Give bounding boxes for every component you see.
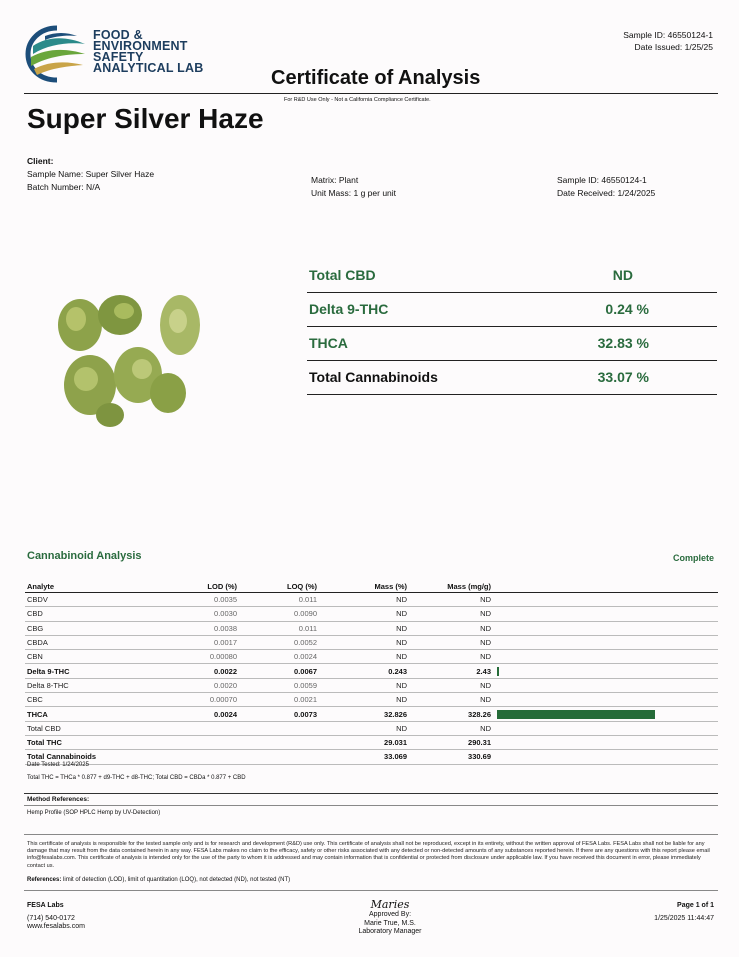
loq-cell: 0.0052 bbox=[239, 635, 319, 649]
mass-pct-cell: ND bbox=[319, 650, 409, 664]
summary-row-total-cannabinoids bbox=[307, 361, 717, 395]
table-row bbox=[25, 707, 718, 721]
lab-name-logo-text: FOOD & ENVIRONMENT SAFETY ANALYTICAL LAB bbox=[93, 28, 204, 75]
column-header: LOD (%) bbox=[179, 581, 239, 593]
lod-cell: 0.0038 bbox=[179, 621, 239, 635]
loq-cell bbox=[239, 735, 319, 749]
header-divider bbox=[24, 93, 718, 94]
analyte-cell: THCA bbox=[25, 707, 179, 721]
cannabinoid-table bbox=[25, 581, 718, 765]
sample-name: Sample Name: Super Silver Haze bbox=[27, 169, 155, 179]
matrix-info bbox=[311, 174, 396, 200]
client-info bbox=[27, 155, 154, 194]
table-row bbox=[25, 635, 718, 649]
lod-cell: 0.00070 bbox=[179, 693, 239, 707]
mass-bar bbox=[497, 710, 655, 719]
disclaimer-text: This certificate of analysis is responsible for the tested sample only and is for research and development (R&D) use only. This certificate of analysis shall not be reproduced, except in its entirety, without the written approval of FESA Labs. FESA Labs shall not be liable for any damage that may result from the data contained herein in any way. FESA Labs makes no claim to the efficacy, safety or other risks associated with any detected or non-detected amounts of any substances reported herein. If there are any questions with this report please email info@fesalabs.com. This certificate of analysis is intended only for the use of the party to whom it is addressed and may contain information that is confidential or protected from disclosure under applicable law. If you have received this document in error, please immediately contact us. bbox=[27, 841, 710, 869]
mass-pct-cell: 0.243 bbox=[319, 664, 409, 678]
summary-label: THCA bbox=[309, 335, 348, 351]
mass-mg-cell: ND bbox=[409, 721, 493, 735]
lod-cell: 0.00080 bbox=[179, 650, 239, 664]
mass-pct-cell: 29.031 bbox=[319, 735, 409, 749]
approver-name: Marie True, M.S. bbox=[364, 919, 416, 927]
footer-company: FESA Labs bbox=[27, 902, 64, 909]
footer-divider bbox=[24, 890, 718, 891]
mass-bar-cell bbox=[493, 650, 718, 664]
method-reference-text: Hemp Profile (SOP HPLC Hemp by UV-Detection) bbox=[27, 810, 161, 816]
table-row bbox=[25, 664, 718, 678]
mass-mg-cell: ND bbox=[409, 621, 493, 635]
loq-cell: 0.0067 bbox=[239, 664, 319, 678]
lod-cell: 0.0020 bbox=[179, 678, 239, 692]
mass-bar-cell bbox=[493, 607, 718, 621]
table-row bbox=[25, 693, 718, 707]
mass-bar-cell bbox=[493, 707, 718, 721]
date-tested: Date Tested: 1/24/2025 bbox=[27, 762, 89, 768]
mass-mg-cell: ND bbox=[409, 635, 493, 649]
approved-by-label: Approved By: bbox=[368, 911, 412, 918]
mass-mg-cell: ND bbox=[409, 593, 493, 607]
methods-top-divider bbox=[24, 793, 718, 794]
loq-cell bbox=[239, 750, 319, 764]
matrix: Matrix: Plant bbox=[311, 175, 359, 185]
page-number: Page 1 of 1 bbox=[677, 902, 714, 909]
approver-title: Laboratory Manager bbox=[358, 928, 422, 935]
footer-website: www.fesalabs.com bbox=[27, 923, 85, 930]
analyte-cell: CBD bbox=[25, 607, 179, 621]
mass-pct-cell: 32.826 bbox=[319, 707, 409, 721]
document-title: Certificate of Analysis bbox=[271, 67, 481, 89]
mass-bar-cell bbox=[493, 721, 718, 735]
date-received: Date Received: 1/24/2025 bbox=[557, 188, 656, 198]
client-label: Client: bbox=[27, 156, 54, 166]
summary-row-delta9-thc bbox=[307, 293, 717, 327]
loq-cell: 0.0073 bbox=[239, 707, 319, 721]
table-row bbox=[25, 593, 718, 607]
table-row bbox=[25, 721, 718, 735]
summary-value: 33.07 % bbox=[597, 369, 649, 385]
mass-pct-cell: ND bbox=[319, 593, 409, 607]
footer-page-block bbox=[654, 902, 714, 923]
mass-mg-cell: 330.69 bbox=[409, 750, 493, 764]
analysis-title: Cannabinoid Analysis bbox=[27, 550, 142, 562]
loq-cell: 0.0021 bbox=[239, 693, 319, 707]
mass-mg-cell: 2.43 bbox=[409, 664, 493, 678]
loq-cell bbox=[239, 721, 319, 735]
batch-number: Batch Number: N/A bbox=[27, 182, 101, 192]
mass-pct-cell: ND bbox=[319, 678, 409, 692]
mass-pct-cell: ND bbox=[319, 635, 409, 649]
mass-mg-cell: ND bbox=[409, 650, 493, 664]
analysis-status: Complete bbox=[672, 553, 714, 563]
sample-info bbox=[557, 174, 655, 200]
mass-pct-cell: 33.069 bbox=[319, 750, 409, 764]
product-name: Super Silver Haze bbox=[27, 103, 264, 134]
analyte-cell: CBG bbox=[25, 621, 179, 635]
references-text: limit of detection (LOD), limit of quantitation (LOQ), not detected (ND), not tested (NT) bbox=[63, 877, 291, 883]
summary-label: Total Cannabinoids bbox=[309, 369, 438, 385]
analyte-cell: Delta 9-THC bbox=[25, 664, 179, 678]
mass-pct-cell: ND bbox=[319, 607, 409, 621]
summary-row-total-cbd bbox=[307, 259, 717, 293]
total-formula: Total THC = THCa * 0.877 + d9-THC + d8-THC; Total CBD = CBDa * 0.877 + CBD bbox=[27, 775, 246, 781]
loq-cell: 0.011 bbox=[239, 621, 319, 635]
mass-pct-cell: ND bbox=[319, 621, 409, 635]
summary-value: ND bbox=[612, 267, 633, 283]
loq-cell: 0.0024 bbox=[239, 650, 319, 664]
mass-mg-cell: ND bbox=[409, 693, 493, 707]
mass-mg-cell: 328.26 bbox=[409, 707, 493, 721]
mass-mg-cell: ND bbox=[409, 607, 493, 621]
references-label: References: bbox=[27, 877, 62, 883]
analyte-cell: CBDA bbox=[25, 635, 179, 649]
mass-bar-cell bbox=[493, 693, 718, 707]
unit-mass: Unit Mass: 1 g per unit bbox=[311, 188, 397, 198]
product-photo bbox=[50, 285, 220, 435]
loq-cell: 0.0090 bbox=[239, 607, 319, 621]
mass-pct-cell: ND bbox=[319, 693, 409, 707]
analyte-cell: CBDV bbox=[25, 593, 179, 607]
analyte-cell: Total THC bbox=[25, 735, 179, 749]
sample-id: Sample ID: 46550124-1 bbox=[557, 175, 647, 185]
column-header: Mass (%) bbox=[319, 581, 409, 593]
lod-cell bbox=[179, 721, 239, 735]
mass-bar-cell bbox=[493, 635, 718, 649]
fesa-logo-icon bbox=[25, 24, 89, 84]
table-row bbox=[25, 650, 718, 664]
table-row bbox=[25, 735, 718, 749]
analyte-cell: Total Cannabinoids bbox=[25, 750, 179, 764]
cannabinoid-table-body bbox=[25, 593, 718, 765]
method-references-title: Method References: bbox=[27, 796, 90, 803]
summary-value: 0.24 % bbox=[605, 301, 649, 317]
mass-bar-cell bbox=[493, 621, 718, 635]
table-row bbox=[25, 607, 718, 621]
footer-approval-block bbox=[330, 899, 450, 937]
table-row bbox=[25, 678, 718, 692]
mass-mg-cell: ND bbox=[409, 678, 493, 692]
footer-phone: (714) 540-0172 bbox=[27, 914, 75, 922]
lod-cell: 0.0022 bbox=[179, 664, 239, 678]
mass-bar-cell bbox=[493, 678, 718, 692]
lod-cell bbox=[179, 735, 239, 749]
lod-cell: 0.0024 bbox=[179, 707, 239, 721]
mass-bar-cell bbox=[493, 664, 718, 678]
mass-bar bbox=[497, 667, 499, 676]
analyte-cell: Total CBD bbox=[25, 721, 179, 735]
column-header: LOQ (%) bbox=[239, 581, 319, 593]
analyte-cell: CBN bbox=[25, 650, 179, 664]
mass-bar-cell bbox=[493, 750, 718, 764]
analyte-cell: CBC bbox=[25, 693, 179, 707]
lod-cell: 0.0035 bbox=[179, 593, 239, 607]
rd-use-note: For R&D Use Only - Not a California Compliance Certificate. bbox=[284, 97, 431, 103]
summary-value: 32.83 % bbox=[597, 335, 649, 351]
header-sample-id: Sample ID: 46550124-1 bbox=[623, 30, 713, 40]
lod-cell: 0.0030 bbox=[179, 607, 239, 621]
table-row bbox=[25, 750, 718, 764]
header-date-issued: Date Issued: 1/25/25 bbox=[634, 42, 713, 52]
mass-bar-cell bbox=[493, 593, 718, 607]
table-header-row bbox=[25, 581, 718, 593]
references-line bbox=[27, 877, 290, 883]
mass-pct-cell: ND bbox=[319, 721, 409, 735]
lod-cell bbox=[179, 750, 239, 764]
mass-bar-cell bbox=[493, 735, 718, 749]
methods-bottom-divider bbox=[24, 805, 718, 806]
loq-cell: 0.0059 bbox=[239, 678, 319, 692]
disclaimer-divider bbox=[24, 834, 718, 835]
signature: Maries bbox=[370, 898, 410, 911]
mass-mg-cell: 290.31 bbox=[409, 735, 493, 749]
footer-company-block bbox=[27, 902, 85, 932]
summary-label: Delta 9-THC bbox=[309, 301, 389, 317]
analyte-cell: Delta 8-THC bbox=[25, 678, 179, 692]
summary-row-thca bbox=[307, 327, 717, 361]
footer-timestamp: 1/25/2025 11:44:47 bbox=[654, 914, 714, 922]
lod-cell: 0.0017 bbox=[179, 635, 239, 649]
header-sample-meta bbox=[623, 29, 713, 53]
column-header: Mass (mg/g) bbox=[409, 581, 493, 593]
summary-label: Total CBD bbox=[309, 267, 376, 283]
column-header-bar bbox=[493, 581, 718, 593]
loq-cell: 0.011 bbox=[239, 593, 319, 607]
table-row bbox=[25, 621, 718, 635]
column-header: Analyte bbox=[25, 581, 179, 593]
